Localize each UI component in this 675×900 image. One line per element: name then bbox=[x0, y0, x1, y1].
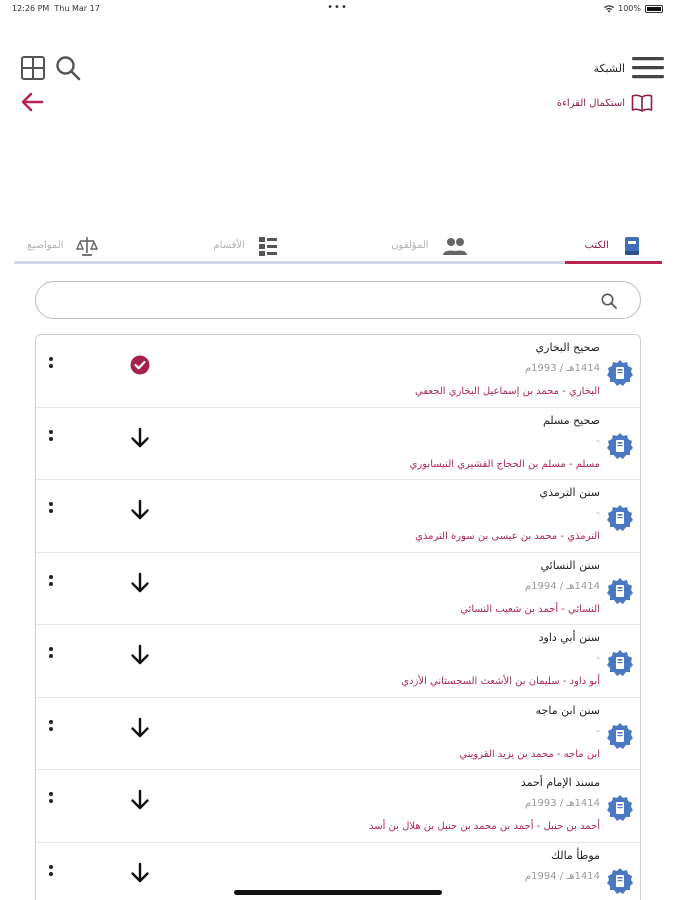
book-row[interactable] bbox=[36, 408, 640, 481]
book-icon bbox=[621, 235, 643, 257]
download-arrow-icon[interactable] bbox=[128, 571, 152, 595]
back-arrow-icon[interactable] bbox=[20, 90, 46, 114]
download-arrow-icon[interactable] bbox=[128, 861, 152, 885]
topics-icon bbox=[76, 235, 98, 257]
status-right bbox=[604, 4, 663, 13]
book-list bbox=[35, 334, 641, 900]
wifi-icon bbox=[604, 5, 614, 13]
book-badge-icon bbox=[606, 722, 634, 750]
book-row[interactable] bbox=[36, 480, 640, 553]
tab-bar bbox=[14, 230, 662, 264]
book-badge-icon bbox=[606, 867, 634, 895]
sections-list-icon bbox=[257, 235, 279, 257]
more-options-icon[interactable] bbox=[44, 790, 58, 812]
book-title: سنن ابن ماجه bbox=[535, 703, 600, 717]
book-badge-icon bbox=[606, 794, 634, 822]
hamburger-menu-icon[interactable] bbox=[631, 53, 665, 83]
book-title: مسند الإمام أحمد bbox=[520, 776, 600, 789]
tab-topics[interactable] bbox=[14, 230, 111, 261]
book-title: سنن أبي داود bbox=[538, 631, 600, 644]
tab-topics-label: المواضيع bbox=[27, 240, 64, 251]
book-row[interactable] bbox=[36, 770, 640, 843]
book-badge-icon bbox=[606, 504, 634, 532]
book-title: سنن النسائي bbox=[540, 558, 600, 572]
continue-reading-label: استكمال القراءة bbox=[556, 97, 625, 109]
book-author: أحمد بن حنبل - أحمد بن محمد بن حنبل بن هلال بن أسد bbox=[368, 821, 600, 832]
grid-view-icon[interactable] bbox=[20, 55, 46, 81]
book-date: 1414هـ / 1994م bbox=[524, 870, 600, 882]
downloaded-check-icon[interactable] bbox=[128, 353, 152, 377]
download-arrow-icon[interactable] bbox=[128, 788, 152, 812]
more-options-icon[interactable] bbox=[44, 428, 58, 450]
open-book-icon bbox=[631, 94, 653, 112]
network-label[interactable]: الشبكة bbox=[593, 62, 625, 75]
tab-books[interactable] bbox=[565, 230, 662, 261]
tab-sections-label: الأقسام bbox=[213, 240, 245, 251]
book-author: مسلم - مسلم بن الحجاج القشيري النيسابوري bbox=[409, 458, 600, 470]
home-indicator[interactable] bbox=[234, 890, 442, 895]
battery-percent: 100% bbox=[618, 4, 641, 13]
more-options-icon[interactable] bbox=[44, 355, 58, 377]
tab-sections[interactable] bbox=[198, 230, 295, 261]
more-options-icon[interactable] bbox=[44, 718, 58, 740]
book-date: 1414هـ / 1993م bbox=[524, 363, 600, 374]
book-author: النسائي - أحمد بن شعيب النسائي bbox=[460, 603, 600, 615]
book-author: ابن ماجه - محمد بن يزيد القزويني bbox=[459, 748, 600, 760]
book-row[interactable] bbox=[36, 553, 640, 626]
download-arrow-icon[interactable] bbox=[128, 498, 152, 522]
search-bar[interactable] bbox=[35, 281, 641, 319]
more-options-icon[interactable] bbox=[44, 645, 58, 667]
book-author: أبو داود - سليمان بن الأشعث السجستاني الأزدي bbox=[401, 676, 600, 687]
book-date: - bbox=[596, 508, 600, 519]
search-input[interactable] bbox=[76, 290, 630, 312]
tab-authors-label: المؤلفون bbox=[391, 240, 429, 251]
book-badge-icon bbox=[606, 649, 634, 677]
download-arrow-icon[interactable] bbox=[128, 643, 152, 667]
tab-books-label: الكتب bbox=[584, 240, 609, 251]
book-date: 1414هـ / 1994م bbox=[524, 580, 600, 592]
book-title: موطأ مالك bbox=[550, 848, 600, 862]
multitasking-dots[interactable]: ••• bbox=[327, 2, 348, 13]
status-time: 12:26 PM Thu Mar 17 bbox=[12, 4, 100, 13]
book-title: صحيح البخاري bbox=[535, 341, 600, 354]
book-title: صحيح مسلم bbox=[542, 413, 600, 427]
more-options-icon[interactable] bbox=[44, 500, 58, 522]
book-badge-icon bbox=[606, 432, 634, 460]
continue-reading-button[interactable] bbox=[557, 94, 653, 112]
book-date: - bbox=[596, 725, 600, 737]
book-row[interactable] bbox=[36, 335, 640, 408]
book-date: - bbox=[596, 653, 600, 664]
book-row[interactable] bbox=[36, 625, 640, 698]
search-icon[interactable] bbox=[54, 54, 82, 82]
search-icon[interactable] bbox=[600, 292, 618, 310]
book-row[interactable] bbox=[36, 698, 640, 771]
tab-authors[interactable] bbox=[382, 230, 479, 261]
book-author: الترمذي - محمد بن عيسى بن سورة الترمذي bbox=[415, 531, 600, 542]
battery-icon bbox=[645, 5, 663, 13]
more-options-icon[interactable] bbox=[44, 573, 58, 595]
book-badge-icon bbox=[606, 359, 634, 387]
book-badge-icon bbox=[606, 577, 634, 605]
book-date: - bbox=[596, 435, 600, 447]
status-bar bbox=[0, 0, 675, 18]
more-options-icon[interactable] bbox=[44, 863, 58, 885]
people-icon bbox=[441, 235, 469, 257]
book-author: البخاري - محمد بن إسماعيل البخاري الجعفي bbox=[415, 386, 600, 397]
download-arrow-icon[interactable] bbox=[128, 426, 152, 450]
download-arrow-icon[interactable] bbox=[128, 716, 152, 740]
book-title: سنن الترمذي bbox=[539, 486, 600, 499]
book-date: 1414هـ / 1993م bbox=[524, 798, 600, 809]
